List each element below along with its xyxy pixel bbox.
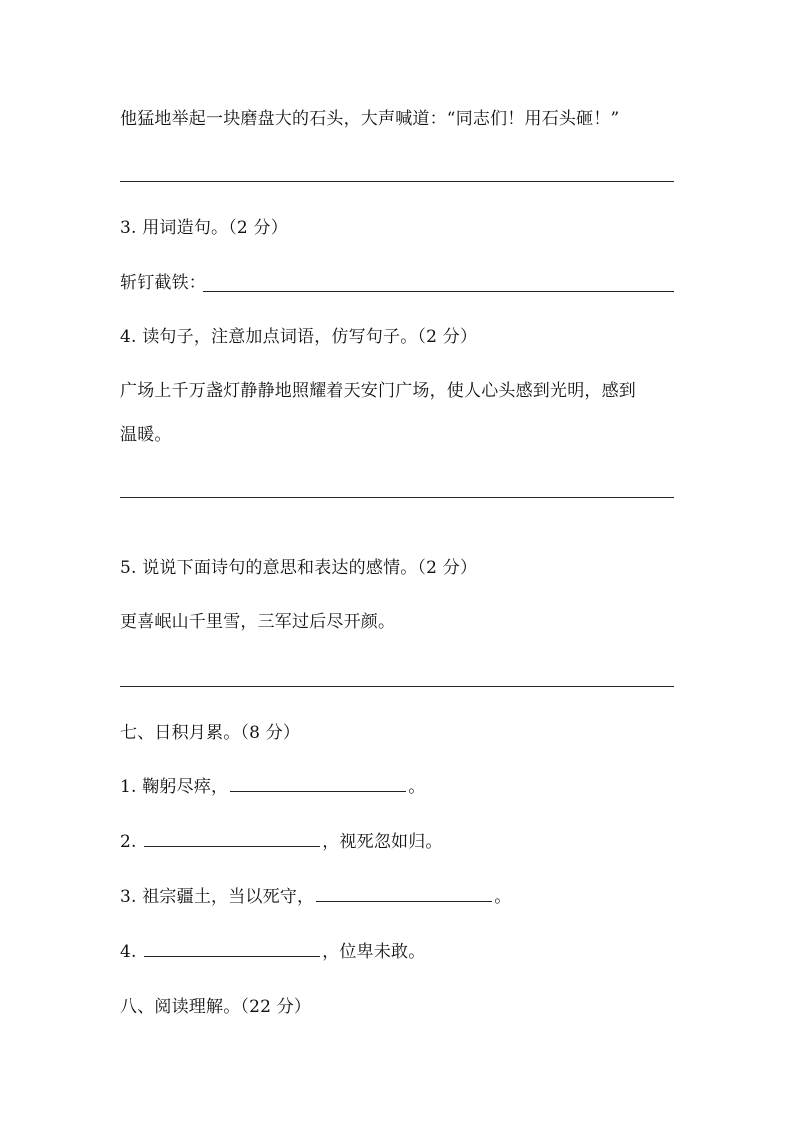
fill-blank-1[interactable] xyxy=(230,790,406,792)
answer-line-q3[interactable] xyxy=(203,291,674,292)
item-4-before: 4. xyxy=(120,942,143,962)
item-2-before: 2. xyxy=(120,832,143,852)
q2-sentence: 他猛地举起一块磨盘大的石头，大声喊道：“同志们！用石头砸！” xyxy=(120,109,620,129)
section7-title: 七、日积月累。（8 分） xyxy=(120,723,301,743)
q3-word: 斩钉截铁： xyxy=(120,273,206,293)
q3-prompt: 3. 用词造句。（2 分） xyxy=(120,218,288,238)
q4-sentence-line1: 广场上千万盏灯静静地照耀着天安门广场，使人心头感到光明，感到 xyxy=(120,381,636,401)
answer-line-q5[interactable] xyxy=(120,686,674,687)
section7-item-3 xyxy=(120,886,511,908)
section7-item-1 xyxy=(120,776,425,798)
answer-line-q4[interactable] xyxy=(120,497,674,498)
q3-word-row xyxy=(120,272,206,294)
fill-blank-3[interactable] xyxy=(316,900,492,902)
section7-item-2 xyxy=(120,831,443,853)
fill-blank-2[interactable] xyxy=(144,845,320,847)
item-3-after: 。 xyxy=(494,887,512,907)
q4-prompt: 4. 读句子，注意加点词语，仿写句子。（2 分） xyxy=(120,327,478,347)
q4-sentence-line2: 温暖。 xyxy=(120,425,172,445)
q5-poem: 更喜岷山千里雪，三军过后尽开颜。 xyxy=(120,612,396,632)
answer-line-q2[interactable] xyxy=(120,181,674,182)
fill-blank-4[interactable] xyxy=(144,955,320,957)
item-1-after: 。 xyxy=(408,777,426,797)
item-1-before: 1. 鞠躬尽瘁， xyxy=(120,777,229,797)
section7-item-4 xyxy=(120,941,425,963)
section8-title: 八、阅读理解。（22 分） xyxy=(120,997,312,1017)
item-3-before: 3. 祖宗疆土，当以死守， xyxy=(120,887,315,907)
item-4-after: ，位卑未敢。 xyxy=(322,942,426,962)
q5-prompt: 5. 说说下面诗句的意思和表达的感情。（2 分） xyxy=(120,558,478,578)
item-2-after: ，视死忽如归。 xyxy=(322,832,443,852)
